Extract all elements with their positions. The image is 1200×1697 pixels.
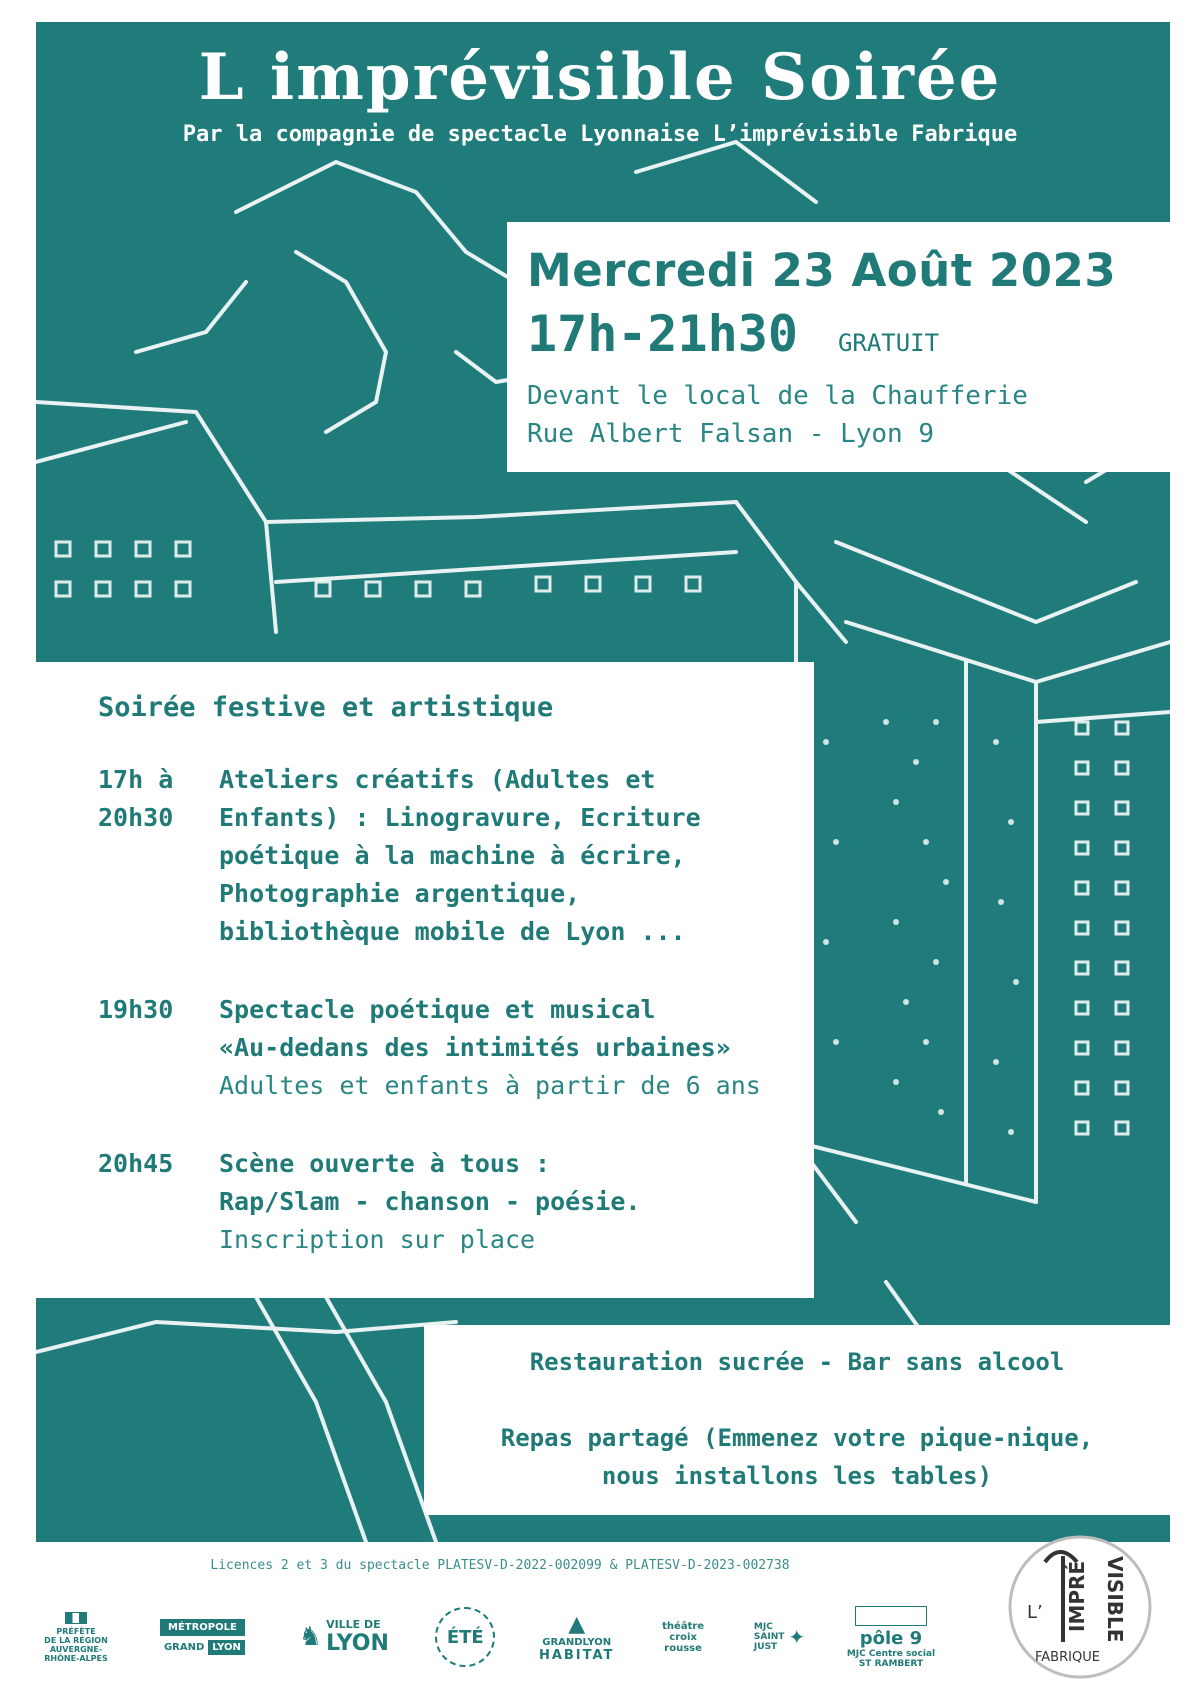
description-line: Spectacle poétique et musical — [218, 995, 656, 1024]
flag-icon — [65, 1612, 87, 1624]
flame-icon: ▲ — [568, 1611, 586, 1637]
ete-logo: ÉTÉ — [430, 1607, 500, 1667]
figure-icon: ✦ — [788, 1625, 806, 1649]
logo-text: PRÉFÈTE — [56, 1626, 96, 1636]
description-line: Rap/Slam - chanson - poésie. — [218, 1187, 641, 1216]
pole-9-logo — [846, 1606, 936, 1669]
time-line: 17h à — [98, 765, 174, 794]
program-item — [98, 761, 814, 951]
program-panel — [36, 662, 814, 1298]
logo-text: MJC Centre social — [846, 1648, 936, 1659]
time-row — [527, 305, 1170, 363]
poster-subtitle: Par la compagnie de spectacle Lyonnaise L’imprévisible Fabrique — [182, 122, 1018, 147]
description-line: «Au-dedans des intimités urbaines» — [218, 1033, 731, 1062]
logo-text: LYON — [326, 1631, 389, 1656]
logo-text: croix — [669, 1631, 697, 1643]
time-line: 19h30 — [98, 995, 174, 1024]
logo-text: VILLE DE — [326, 1618, 381, 1631]
program-item — [98, 1145, 814, 1259]
ville-de-lyon-logo — [289, 1618, 399, 1656]
event-date: Mercredi 23 Août 2023 — [527, 244, 1117, 297]
mjc-saint-just-logo — [745, 1622, 815, 1652]
theatre-croix-rousse-logo — [653, 1621, 713, 1654]
address-line-1: Devant le local de la Chaufferie — [527, 381, 1028, 411]
info-line: nous installons les tables) — [601, 1462, 993, 1490]
address-line-2: Rue Albert Falsan - Lyon 9 — [527, 419, 934, 449]
description-line: Ateliers créatifs (Adultes et — [218, 765, 656, 794]
date-panel — [507, 222, 1170, 472]
logo-text: HABITAT — [538, 1647, 615, 1663]
description-line: poétique à la machine à écrire, — [218, 841, 686, 870]
metropole-logo — [147, 1619, 257, 1655]
event-address — [527, 377, 1170, 453]
logo-text: SAINT — [753, 1632, 785, 1642]
logo-text: GRAND — [163, 1642, 205, 1653]
info-line: Restauration sucrée - Bar sans alcool — [529, 1348, 1065, 1376]
logo-text: JUST — [753, 1642, 778, 1652]
program-item-description — [219, 761, 814, 951]
program-item-time — [98, 1145, 219, 1259]
event-time: 17h-21h30 — [527, 305, 798, 363]
info-line: Repas partagé (Emmenez votre pique-nique, — [500, 1424, 1094, 1452]
description-line: Enfants) : Linogravure, Ecriture — [218, 803, 701, 832]
logo-text: pôle 9 — [859, 1627, 923, 1649]
logo-text: MJC — [753, 1622, 773, 1632]
program-item-time — [98, 761, 219, 951]
description-line: Photographie argentique, — [218, 879, 581, 908]
brand-text: L’ — [1027, 1602, 1043, 1623]
building-icon — [855, 1606, 927, 1626]
description-line: Scène ouverte à tous : — [218, 1149, 551, 1178]
poster-title: L imprévisible Soirée — [198, 40, 1002, 115]
logo-text: théâtre — [662, 1620, 705, 1632]
program-item — [98, 991, 814, 1105]
grandlyon-habitat-logo — [532, 1612, 622, 1663]
program-heading: Soirée festive et artistique — [98, 692, 554, 723]
logo-text: RHÔNE-ALPES — [44, 1653, 108, 1663]
logo-text: DE LA RÉGION — [44, 1635, 108, 1645]
program-item-time — [98, 991, 219, 1105]
description-note: Inscription sur place — [218, 1225, 536, 1254]
logo-text: LYON — [208, 1640, 245, 1655]
time-line: 20h45 — [98, 1149, 174, 1178]
prefecture-logo — [36, 1612, 116, 1663]
time-line: 20h30 — [98, 803, 174, 832]
lion-icon: ♞ — [298, 1622, 323, 1652]
imprevisible-fabrique-logo — [1005, 1532, 1155, 1682]
logo-text: GRANDLYON — [542, 1636, 612, 1648]
logo-text: AUVERGNE- — [49, 1644, 103, 1654]
info-panel — [424, 1325, 1170, 1515]
logo-text: MÉTROPOLE — [160, 1619, 245, 1636]
logo-text: ST RAMBERT — [858, 1658, 924, 1669]
brand-text: VISIBLE — [1103, 1556, 1127, 1643]
event-price: GRATUIT — [837, 329, 940, 357]
program-item-description — [219, 991, 814, 1105]
program-item-description — [219, 1145, 814, 1259]
description-line: bibliothèque mobile de Lyon ... — [218, 917, 686, 946]
licence-text: Licences 2 et 3 du spectacle PLATESV-D-2022-002099 & PLATESV-D-2023-002738 — [210, 1558, 790, 1573]
brand-text: IMPRÉ — [1065, 1560, 1089, 1632]
partner-logos — [36, 1592, 936, 1682]
description-note: Adultes et enfants à partir de 6 ans — [218, 1071, 761, 1100]
brand-text: FABRIQUE — [1035, 1650, 1100, 1665]
logo-text: rousse — [664, 1642, 702, 1654]
